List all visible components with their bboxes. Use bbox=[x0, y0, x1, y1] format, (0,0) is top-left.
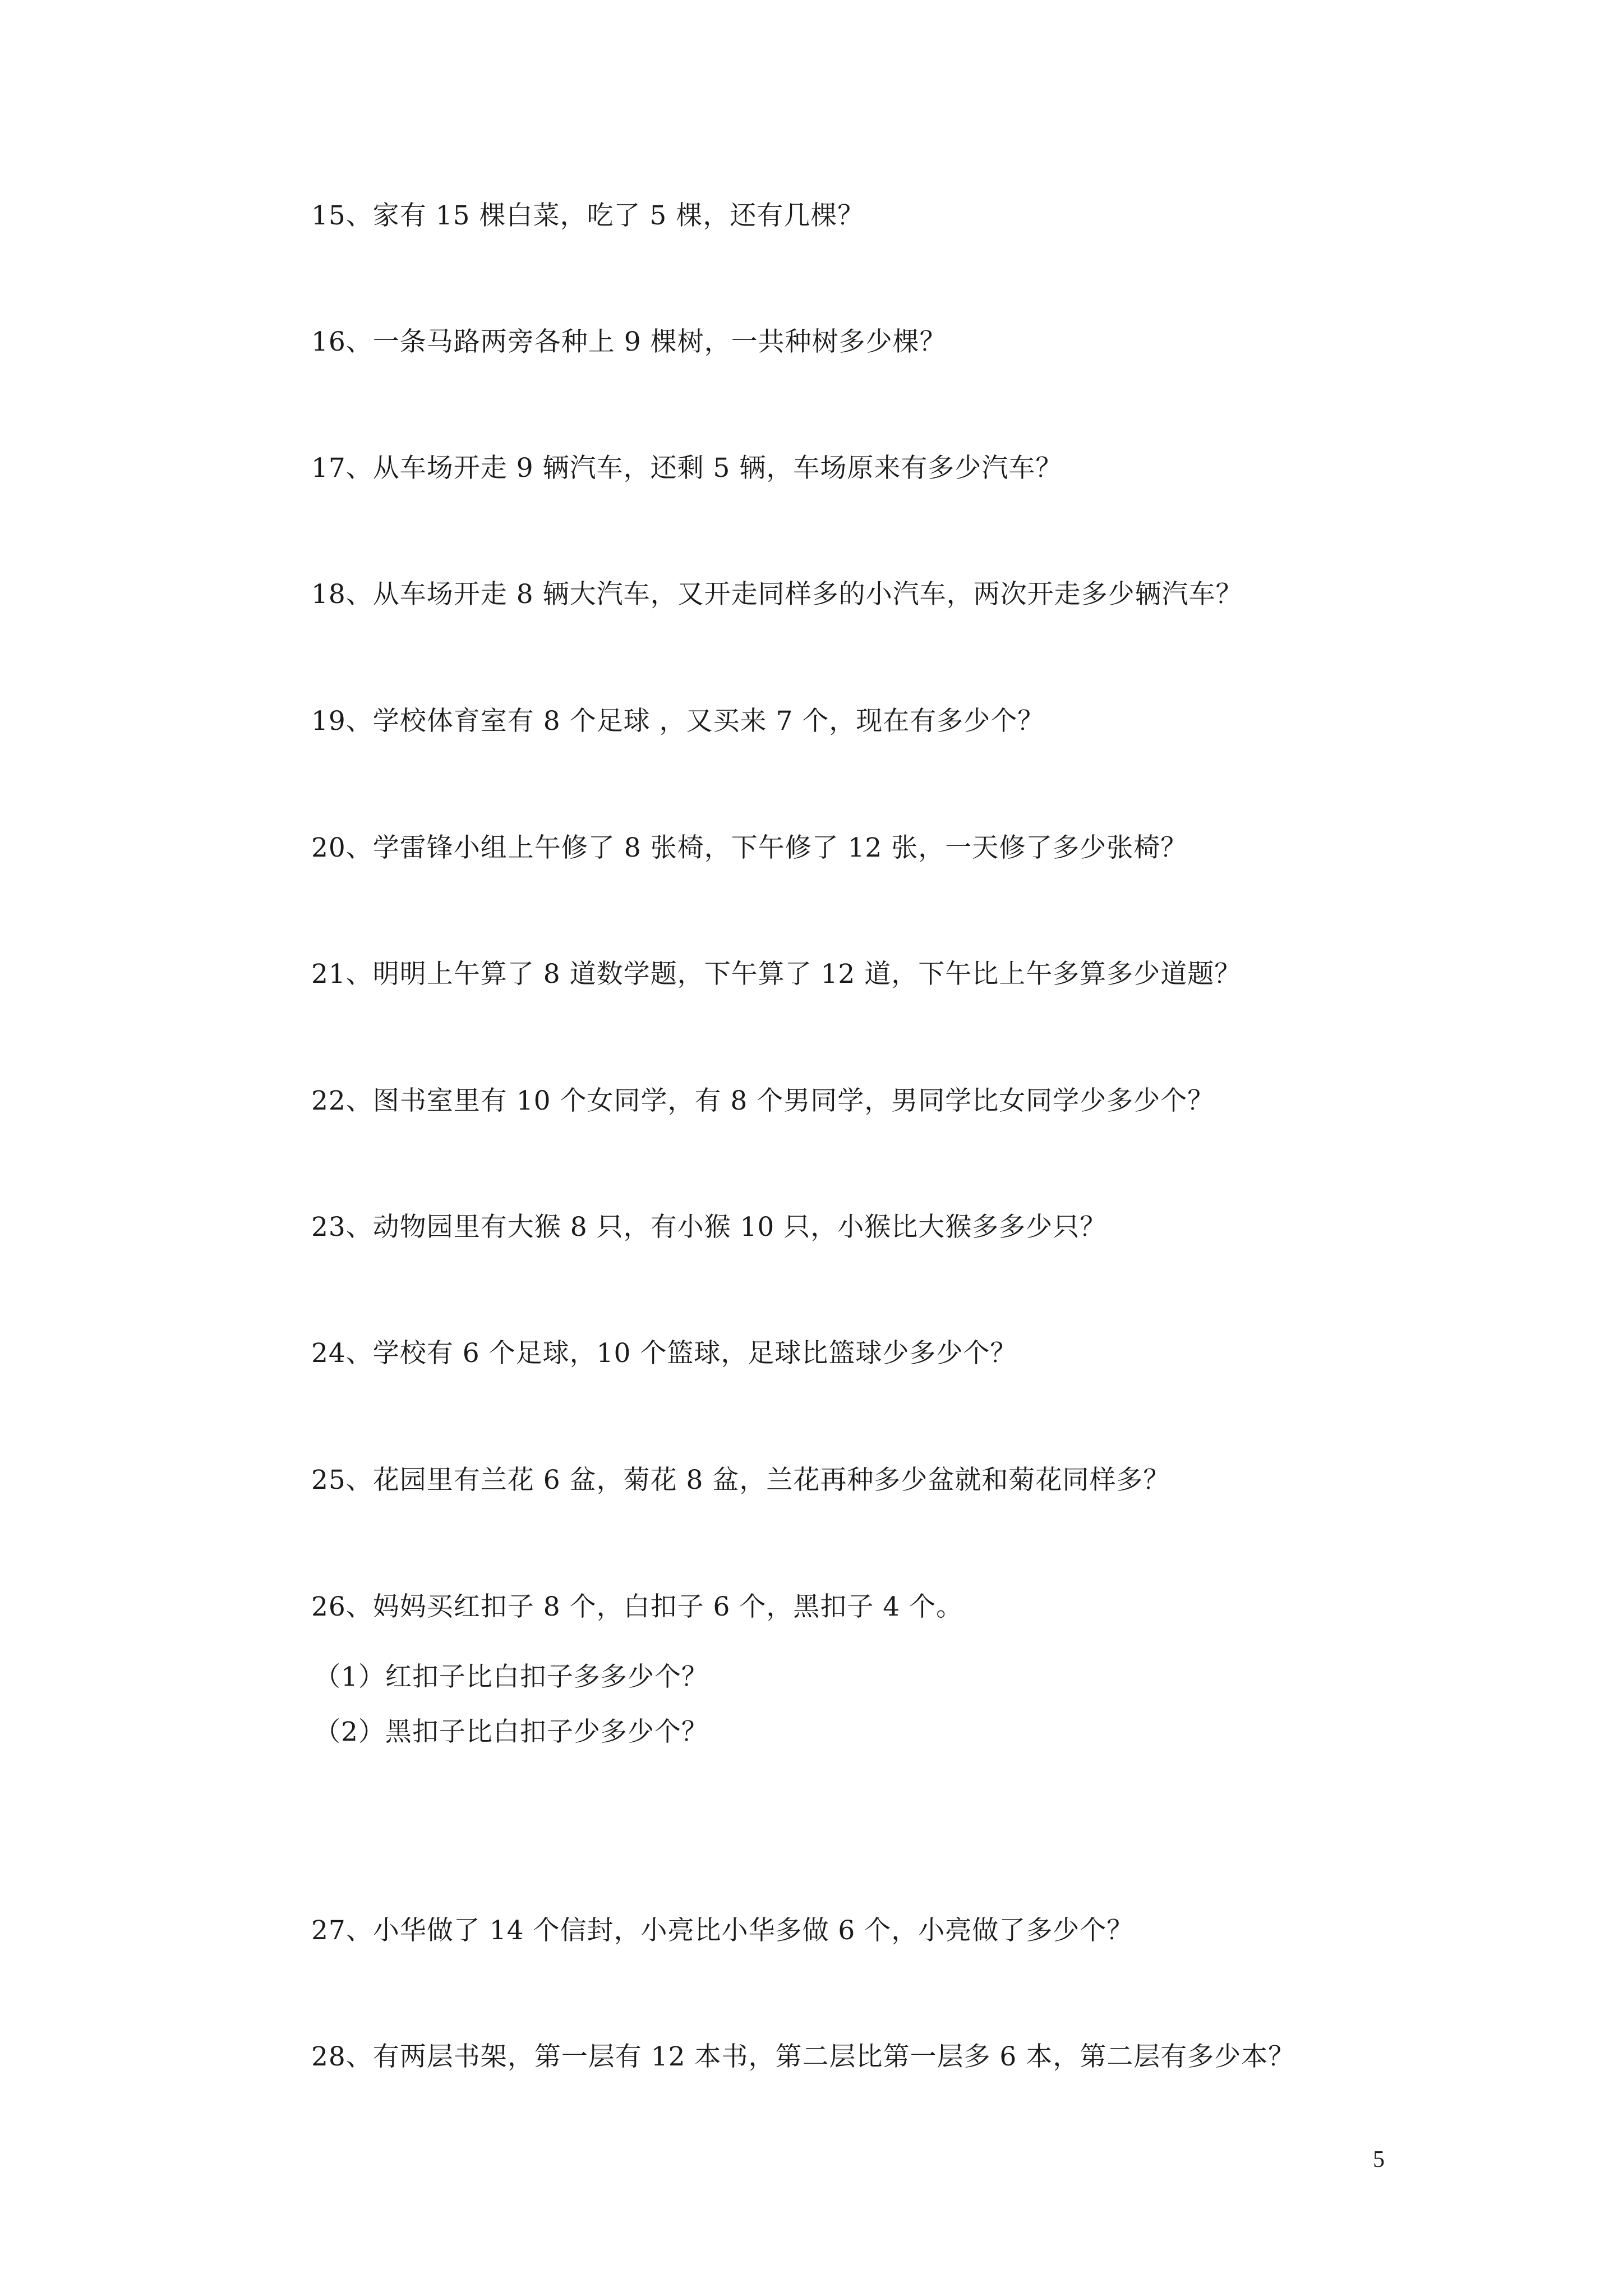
question-18: 18、从车场开走 8 辆大汽车，又开走同样多的小汽车，两次开走多少辆汽车？ bbox=[311, 579, 1243, 610]
question-26-part-1: （1）红扣子比白扣子多多少个？ bbox=[314, 1662, 708, 1692]
question-25: 25、花园里有兰花 6 盆，菊花 8 盆，兰花再种多少盆就和菊花同样多？ bbox=[311, 1465, 1170, 1496]
question-20: 20、学雷锋小组上午修了 8 张椅，下午修了 12 张，一天修了多少张椅？ bbox=[311, 832, 1188, 863]
question-26: 26、妈妈买红扣子 8 个，白扣子 6 个，黑扣子 4 个。 bbox=[311, 1591, 963, 1622]
question-28: 28、有两层书架，第一层有 12 本书，第二层比第一层多 6 本，第二层有多少本？ bbox=[311, 2041, 1295, 2072]
question-21: 21、明明上午算了 8 道数学题，下午算了 12 道，下午比上午多算多少道题？ bbox=[311, 959, 1242, 990]
question-15: 15、家有 15 棵白菜，吃了 5 棵，还有几棵？ bbox=[311, 200, 865, 231]
question-17: 17、从车场开走 9 辆汽车，还剩 5 辆，车场原来有多少汽车？ bbox=[311, 453, 1063, 484]
question-22: 22、图书室里有 10 个女同学，有 8 个男同学，男同学比女同学少多少个？ bbox=[311, 1085, 1215, 1116]
question-27: 27、小华做了 14 个信封，小亮比小华多做 6 个，小亮做了多少个？ bbox=[311, 1915, 1134, 1946]
question-19: 19、学校体育室有 8 个足球 ，又买来 7 个，现在有多少个？ bbox=[311, 706, 1045, 737]
page-number: 5 bbox=[1373, 2147, 1385, 2173]
question-23: 23、动物园里有大猴 8 只，有小猴 10 只，小猴比大猴多多少只？ bbox=[311, 1212, 1107, 1243]
question-24: 24、学校有 6 个足球，10 个篮球，足球比篮球少多少个？ bbox=[311, 1338, 1017, 1369]
question-16: 16、一条马路两旁各种上 9 棵树，一共种树多少棵？ bbox=[311, 326, 947, 357]
question-26-part-2: （2）黑扣子比白扣子少多少个？ bbox=[314, 1717, 708, 1747]
